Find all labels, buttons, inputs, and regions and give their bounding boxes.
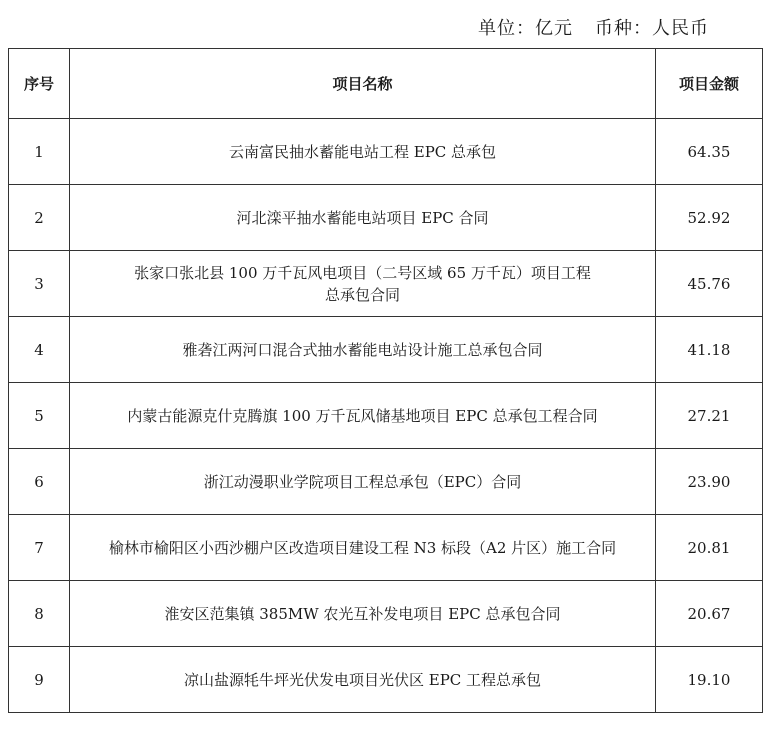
row-seq: 6 [9,449,70,515]
project-name-line: 雅砻江两河口混合式抽水蓄能电站设计施工总承包合同 [182,340,543,359]
row-amount: 19.10 [656,647,763,713]
unit-currency-note [478,14,709,40]
currency-label: 币种：人民币 [595,18,709,39]
row-amount: 45.76 [656,251,763,317]
table-row [9,647,763,713]
project-name-line-2: 总承包合同 [324,285,400,304]
row-seq: 9 [9,647,70,713]
row-amount: 52.92 [656,185,763,251]
row-amount: 20.81 [656,515,763,581]
row-project-name [70,581,656,647]
row-seq: 1 [9,119,70,185]
table-row [9,449,763,515]
row-amount: 64.35 [656,119,763,185]
row-project-name [70,251,656,317]
table-row [9,581,763,647]
row-amount: 27.21 [656,383,763,449]
row-seq: 3 [9,251,70,317]
header-amount: 项目金额 [656,49,763,119]
project-name-line: 浙江动漫职业学院项目工程总承包（EPC）合同 [203,472,522,491]
row-amount: 41.18 [656,317,763,383]
table-row [9,383,763,449]
table-row [9,515,763,581]
row-amount: 23.90 [656,449,763,515]
row-seq: 2 [9,185,70,251]
table-row [9,119,763,185]
row-project-name [70,515,656,581]
row-seq: 4 [9,317,70,383]
project-name-line: 凉山盐源牦牛坪光伏发电项目光伏区 EPC 工程总承包 [183,670,542,689]
row-project-name [70,647,656,713]
project-name-line: 云南富民抽水蓄能电站工程 EPC 总承包 [228,142,497,161]
table-header-row [9,49,763,119]
row-project-name [70,185,656,251]
project-name-line: 淮安区范集镇 385MW 农光互补发电项目 EPC 总承包合同 [164,604,561,623]
table-row [9,185,763,251]
project-name-line: 榆林市榆阳区小西沙棚户区改造项目建设工程 N3 标段（A2 片区）施工合同 [108,538,617,557]
project-name-line: 张家口张北县 100 万千瓦风电项目（二号区域 65 万千瓦）项目工程 [134,263,591,282]
row-seq: 5 [9,383,70,449]
project-name-line: 河北滦平抽水蓄能电站项目 EPC 合同 [236,208,489,227]
row-project-name [70,317,656,383]
row-seq: 8 [9,581,70,647]
row-project-name [70,383,656,449]
table-row [9,317,763,383]
row-seq: 7 [9,515,70,581]
contracts-table [8,48,763,713]
table-row [9,251,763,317]
row-project-name [70,449,656,515]
project-name-line: 内蒙古能源克什克腾旗 100 万千瓦风储基地项目 EPC 总承包工程合同 [127,406,598,425]
row-amount: 20.67 [656,581,763,647]
row-project-name [70,119,656,185]
header-seq: 序号 [9,49,70,119]
header-project-name: 项目名称 [70,49,656,119]
unit-label: 单位：亿元 [478,18,573,39]
